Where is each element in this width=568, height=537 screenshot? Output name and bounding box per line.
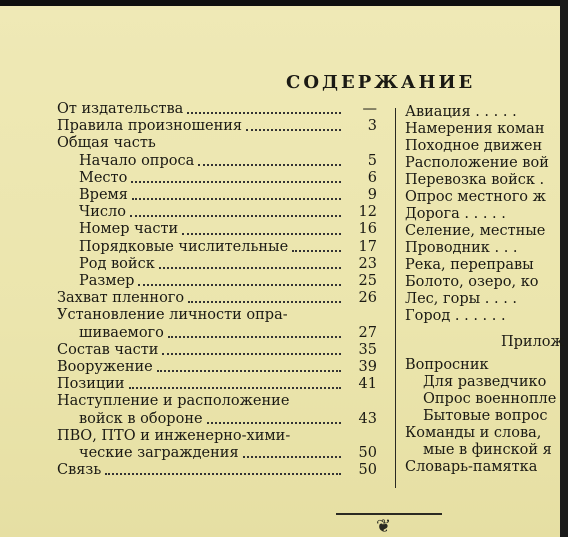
dot-leader xyxy=(132,198,341,200)
toc-entry xyxy=(57,376,377,393)
dot-leader xyxy=(131,181,341,183)
toc-entry-page: 35 xyxy=(358,341,377,358)
column-divider xyxy=(395,108,396,488)
dot-leader xyxy=(187,112,341,114)
toc-entry-title: Город . . . . . . xyxy=(405,308,506,324)
toc-entry xyxy=(57,393,377,410)
toc-entry-page: 17 xyxy=(358,238,377,255)
dot-leader xyxy=(182,233,341,235)
toc-entry-title: Связь xyxy=(57,462,102,479)
toc-entry-title: Намерения коман xyxy=(405,121,545,137)
toc-entry xyxy=(57,239,377,256)
dot-leader xyxy=(207,422,341,424)
toc-entry xyxy=(57,204,377,221)
toc-entry-title: Вооружение xyxy=(57,359,153,376)
dot-leader xyxy=(157,370,341,372)
toc-entry-title: Общая часть xyxy=(57,135,156,152)
toc-entry xyxy=(57,325,377,342)
toc-entry-title: Расположение вой xyxy=(405,155,549,171)
toc-entry xyxy=(57,187,377,204)
toc-entry-title: Размер xyxy=(79,273,135,290)
dot-leader xyxy=(198,164,341,166)
dot-leader xyxy=(105,473,341,475)
toc-entry-title: Вопросник xyxy=(405,357,489,373)
toc-entry xyxy=(57,462,377,479)
toc-entry-title: Порядковые числительные xyxy=(79,238,289,255)
toc-entry-title: Авиация . . . . . xyxy=(405,104,517,120)
toc-entry-title: Захват пленного xyxy=(57,290,185,307)
toc-entry-title: Походное движен xyxy=(405,138,543,154)
toc-entry xyxy=(57,307,377,324)
toc-entry xyxy=(57,221,377,238)
toc-entry-title: Команды и слова, xyxy=(405,425,542,441)
toc-entry-title: Правила произношения xyxy=(57,118,243,135)
toc-entry-title: Лес, горы . . . . xyxy=(405,291,518,307)
toc-entry-title: Перевозка войск . xyxy=(405,172,545,188)
toc-entry-title: Место xyxy=(79,169,128,186)
toc-entry-page: 23 xyxy=(358,255,377,272)
toc-entry-page: 3 xyxy=(367,118,377,135)
dot-leader xyxy=(243,456,341,458)
toc-entry-page: 12 xyxy=(358,204,377,221)
toc-entry xyxy=(57,170,377,187)
dot-leader xyxy=(292,250,341,252)
toc-entry-title: Дорога . . . . . xyxy=(405,206,506,222)
toc-entry-title: Позиции xyxy=(57,376,125,393)
dot-leader xyxy=(138,284,341,286)
toc-entry-title: мые в финской я xyxy=(423,442,552,458)
toc-entry-page: 50 xyxy=(358,462,377,479)
toc-entry xyxy=(57,359,377,376)
toc-entry-page: 41 xyxy=(358,376,377,393)
toc-entry-title: шиваемого xyxy=(79,324,164,341)
dot-leader xyxy=(168,336,341,338)
dot-leader xyxy=(129,387,341,389)
toc-entry-page: 5 xyxy=(367,152,377,169)
toc-entry-title: Время xyxy=(79,187,128,204)
toc-entry xyxy=(57,256,377,273)
toc-entry-title: От издательства xyxy=(57,101,184,117)
toc-entry-title: Проводник . . . xyxy=(405,240,518,256)
toc-entry-title: Опрос местного ж xyxy=(405,189,546,205)
toc-entry-page: 16 xyxy=(358,221,377,238)
toc-entry-title: Бытовые вопрос xyxy=(423,408,548,424)
toc-entry xyxy=(57,445,377,462)
ornament-icon: ❦ xyxy=(376,516,392,537)
toc-entry-page: 50 xyxy=(358,445,377,462)
toc-entry-page: 6 xyxy=(367,169,377,186)
dot-leader xyxy=(159,267,341,269)
toc-entry-title: Болото, озеро, ко xyxy=(405,274,539,290)
toc-entry-title: Река, переправы xyxy=(405,257,534,273)
toc-entry xyxy=(57,118,377,135)
toc-entry xyxy=(57,153,377,170)
toc-entry-title: Словарь-памятка xyxy=(405,459,538,475)
toc-entry-title: Номер части xyxy=(79,221,179,238)
page-title: СОДЕРЖАНИЕ xyxy=(286,72,476,93)
toc-entry xyxy=(57,101,377,118)
toc-entry-page: 9 xyxy=(367,187,377,204)
toc-left-column xyxy=(57,101,377,479)
scan-edge-top xyxy=(0,0,568,6)
toc-entry xyxy=(57,135,377,152)
dot-leader xyxy=(162,353,341,355)
toc-entry xyxy=(57,342,377,359)
toc-entry-title: Наступление и расположение xyxy=(57,393,290,410)
toc-entry-page: 26 xyxy=(358,290,377,307)
toc-entry-title: ПВО, ПТО и инженерно-хими- xyxy=(57,427,291,444)
toc-entry-title: Опрос военнопле xyxy=(423,391,557,407)
toc-entry-title: Селение, местные xyxy=(405,223,546,239)
dot-leader xyxy=(246,129,341,131)
toc-entry-title: ческие заграждения xyxy=(79,445,239,462)
toc-entry-title: Начало опроса xyxy=(79,152,195,169)
toc-entry-title: войск в обороне xyxy=(79,410,203,427)
toc-entry-title: Установление личности опра- xyxy=(57,307,288,324)
bottom-rule xyxy=(336,513,442,515)
dot-leader xyxy=(130,215,341,217)
dot-leader xyxy=(188,301,341,303)
toc-entry-page: 39 xyxy=(358,359,377,376)
toc-entry-title: Для разведчико xyxy=(423,374,547,390)
toc-entry xyxy=(57,273,377,290)
toc-entry-title: Состав части xyxy=(57,341,159,358)
section-heading: Прилож xyxy=(501,334,564,350)
toc-entry-page: 25 xyxy=(358,273,377,290)
toc-entry-page: — xyxy=(362,101,377,117)
toc-entry-title: Род войск xyxy=(79,255,155,272)
toc-entry xyxy=(57,411,377,428)
toc-entry xyxy=(57,428,377,445)
toc-entry-title: Число xyxy=(79,204,126,221)
toc-right-column xyxy=(405,104,568,476)
toc-entry-page: 43 xyxy=(358,410,377,427)
toc-entry xyxy=(57,290,377,307)
toc-entry-page: 27 xyxy=(358,324,377,341)
